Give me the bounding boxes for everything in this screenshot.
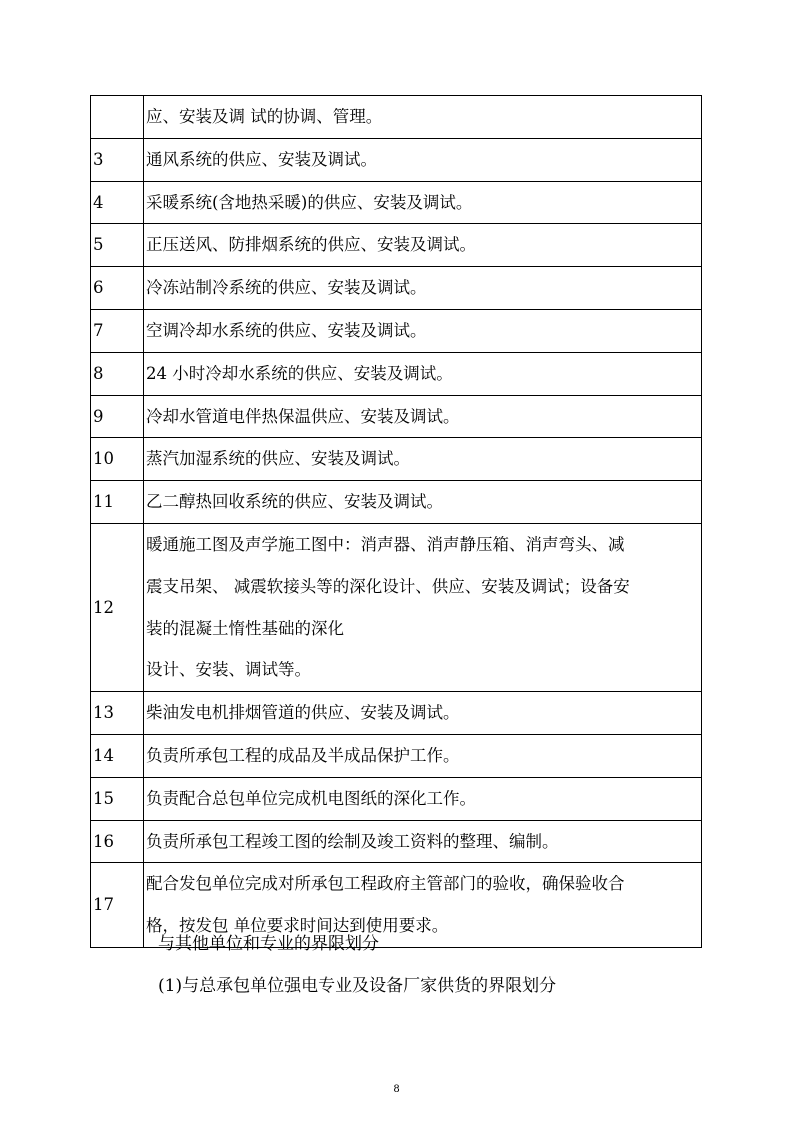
table-row xyxy=(91,438,702,481)
description-line: 格，按发包 单位要求时间达到使用要求。 xyxy=(146,916,449,936)
description-line: 暖通施工图及声学施工图中：消声器、消声静压箱、消声弯头、减 xyxy=(146,534,625,554)
row-number: 14 xyxy=(91,734,144,777)
row-description: 24 小时冷却水系统的供应、安装及调试。 xyxy=(144,352,702,395)
row-description: 正压送风、防排烟系统的供应、安装及调试。 xyxy=(144,224,702,267)
table-row xyxy=(91,224,702,267)
row-description: 应、安装及调 试的协调、管理。 xyxy=(144,96,702,139)
row-description: 通风系统的供应、安装及调试。 xyxy=(144,138,702,181)
table-row xyxy=(91,395,702,438)
row-number: 7 xyxy=(91,309,144,352)
description-line: 配合发包单位完成对所承包工程政府主管部门的验收，确保验收合 xyxy=(146,874,625,894)
row-description: 负责配合总包单位完成机电图纸的深化工作。 xyxy=(144,777,702,820)
table-row xyxy=(91,692,702,735)
table-row xyxy=(91,267,702,310)
row-number xyxy=(91,96,144,139)
description-line: 设计、安装、调试等。 xyxy=(146,660,311,680)
row-description: 乙二醇热回收系统的供应、安装及调试。 xyxy=(144,481,702,524)
table-row xyxy=(91,96,702,139)
description-line: 装的混凝土惰性基础的深化 xyxy=(146,618,344,638)
row-number: 5 xyxy=(91,224,144,267)
row-number: 13 xyxy=(91,692,144,735)
row-description xyxy=(144,523,702,691)
table-row xyxy=(91,309,702,352)
row-number: 17 xyxy=(91,863,144,948)
row-number: 11 xyxy=(91,481,144,524)
page-number: 8 xyxy=(393,1084,400,1095)
row-description: 空调冷却水系统的供应、安装及调试。 xyxy=(144,309,702,352)
row-description: 冷却水管道电伴热保温供应、安装及调试。 xyxy=(144,395,702,438)
table-row xyxy=(91,181,702,224)
row-number: 4 xyxy=(91,181,144,224)
row-number: 10 xyxy=(91,438,144,481)
row-number: 15 xyxy=(91,777,144,820)
table-row xyxy=(91,777,702,820)
row-number: 3 xyxy=(91,138,144,181)
subsection-heading: (1)与总承包单位强电专业及设备厂家供货的界限划分 xyxy=(158,976,557,996)
table-row xyxy=(91,481,702,524)
table-row xyxy=(91,523,702,691)
row-number: 16 xyxy=(91,820,144,863)
row-number: 6 xyxy=(91,267,144,310)
row-description: 柴油发电机排烟管道的供应、安装及调试。 xyxy=(144,692,702,735)
row-number: 8 xyxy=(91,352,144,395)
row-number: 12 xyxy=(91,523,144,691)
table-row xyxy=(91,352,702,395)
table-row xyxy=(91,820,702,863)
row-description: 负责所承包工程的成品及半成品保护工作。 xyxy=(144,734,702,777)
row-number: 9 xyxy=(91,395,144,438)
table-row xyxy=(91,734,702,777)
row-description: 蒸汽加湿系统的供应、安装及调试。 xyxy=(144,438,702,481)
description-line: 震支吊架、 减震软接头等的深化设计、供应、安装及调试；设备安 xyxy=(146,576,630,596)
row-description: 采暖系统(含地热采暖)的供应、安装及调试。 xyxy=(144,181,702,224)
row-description: 负责所承包工程竣工图的绘制及竣工资料的整理、编制。 xyxy=(144,820,702,863)
table-row xyxy=(91,138,702,181)
section-heading: 与其他单位和专业的界限划分 xyxy=(158,934,379,954)
scope-table xyxy=(90,95,702,948)
row-description: 冷冻站制冷系统的供应、安装及调试。 xyxy=(144,267,702,310)
